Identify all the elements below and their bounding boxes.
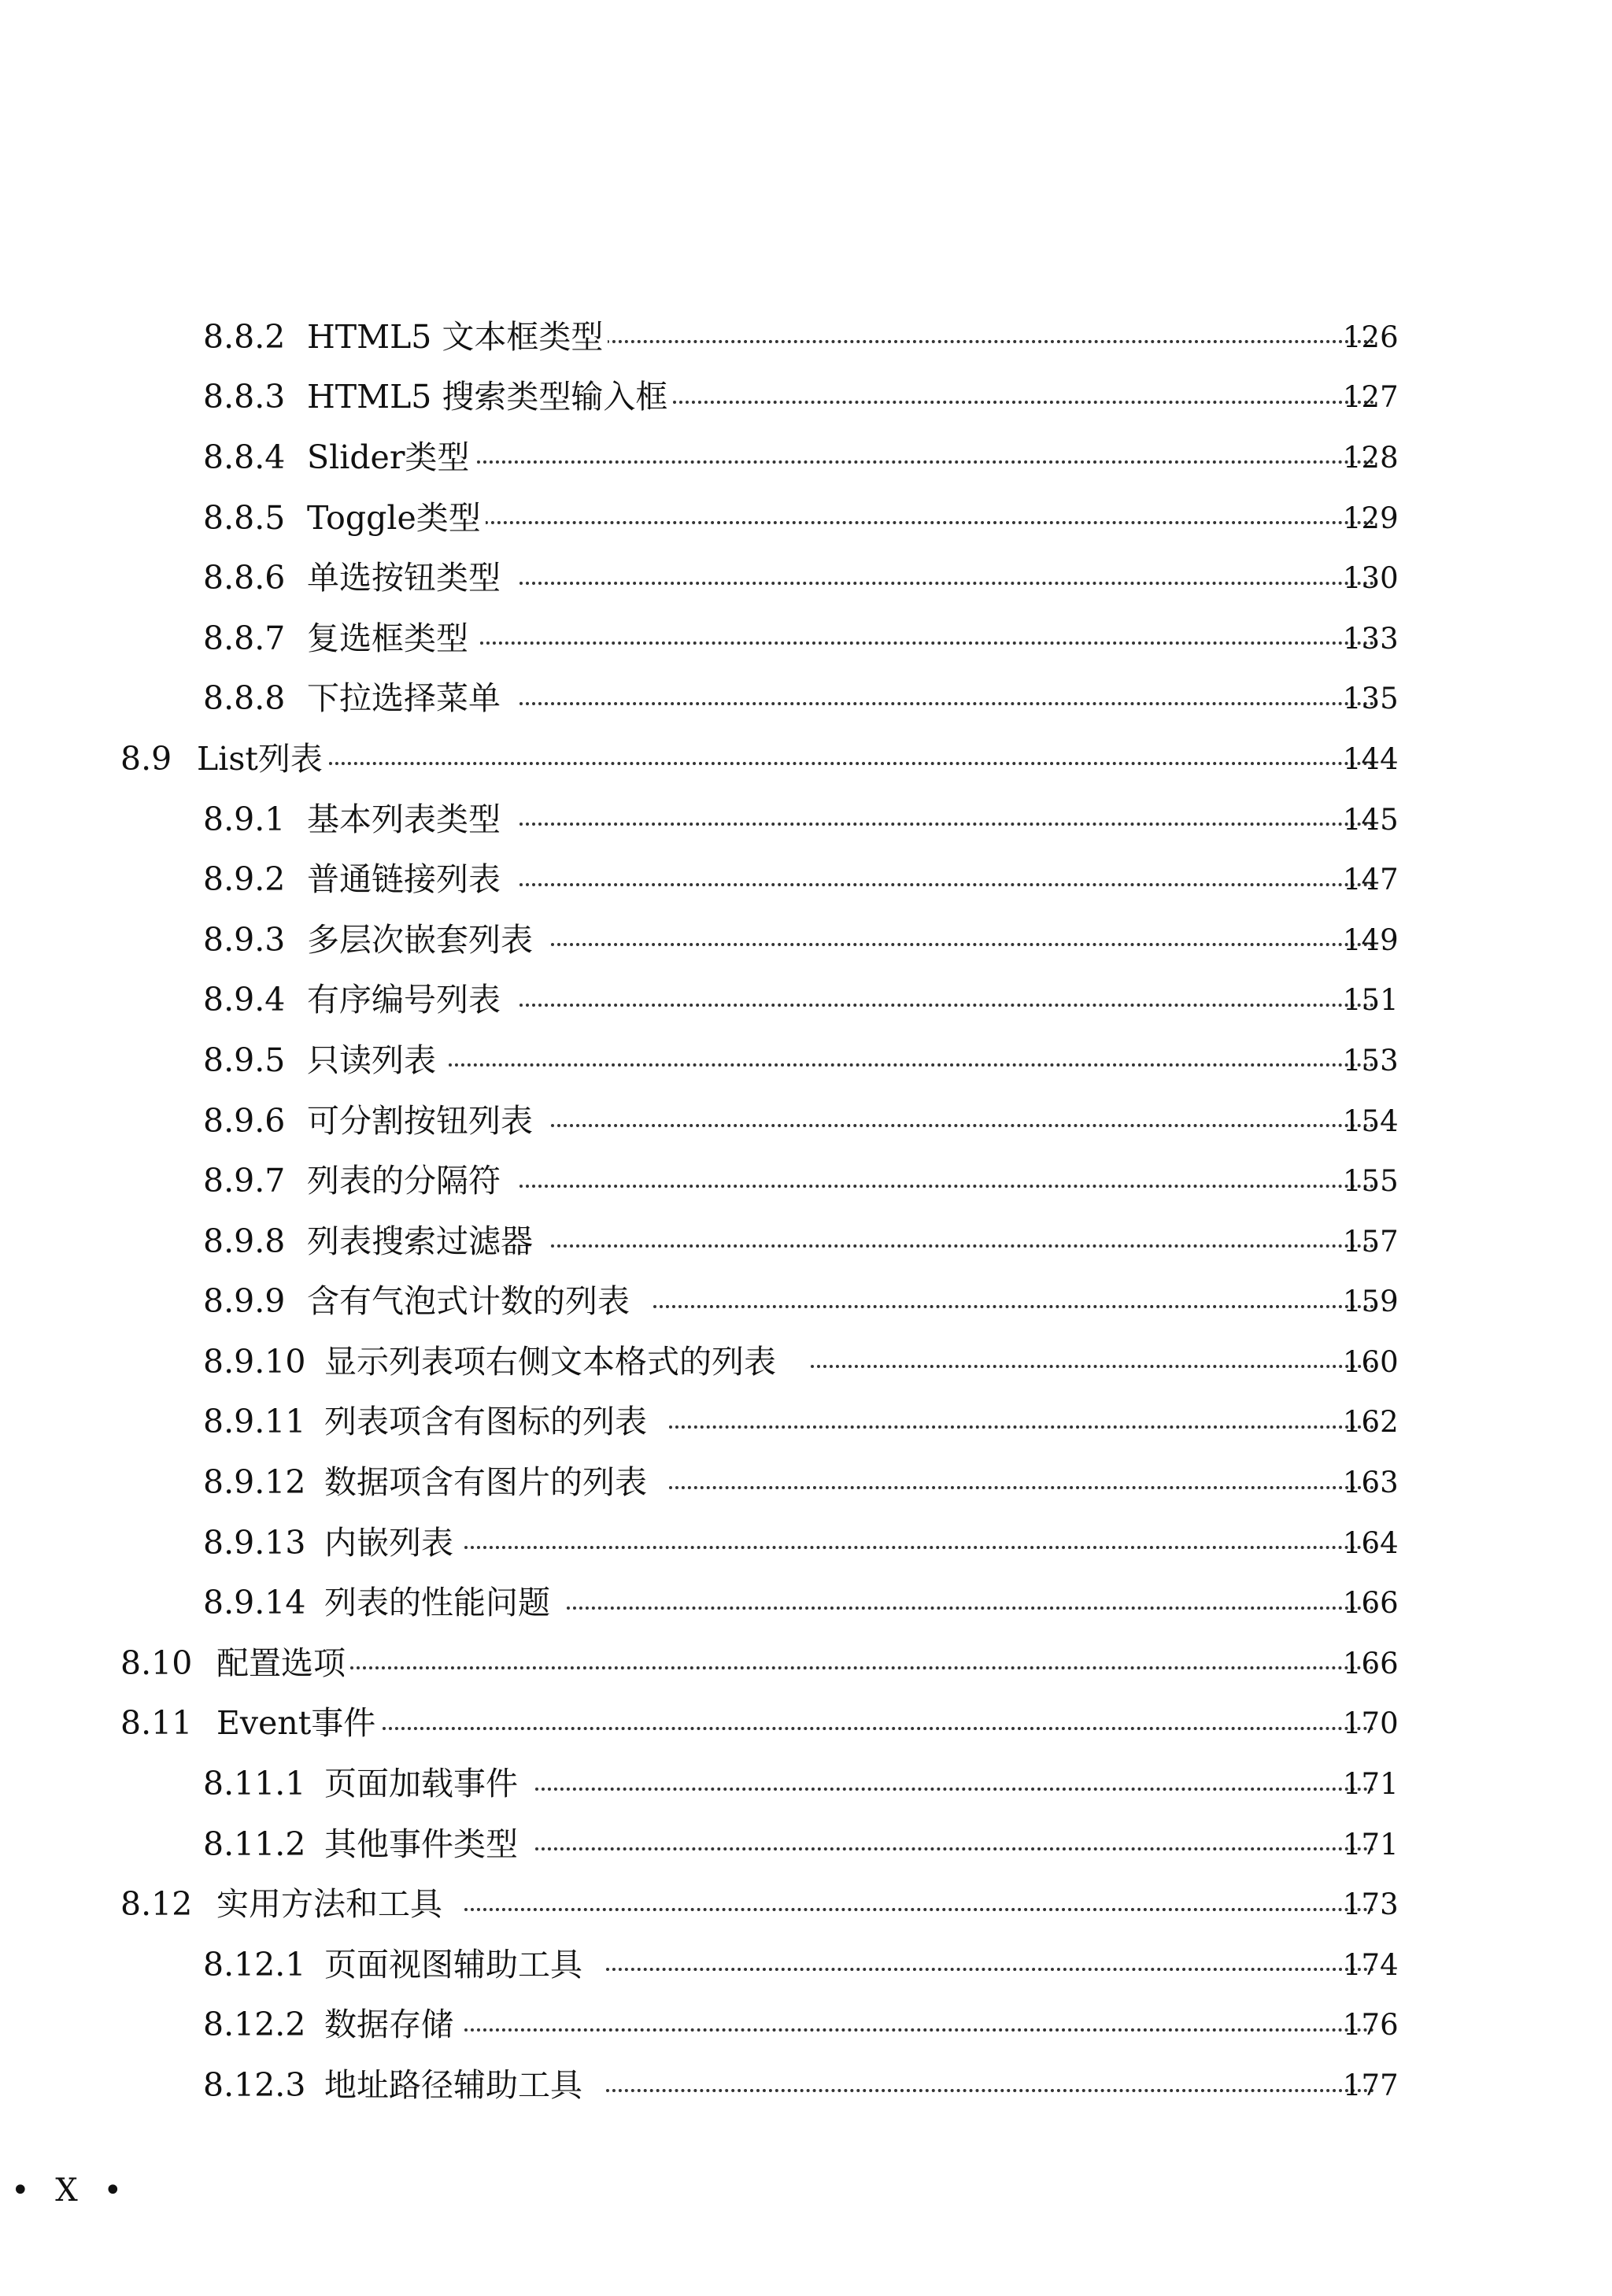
toc-entry-page: 166 bbox=[1343, 1586, 1399, 1621]
toc-entry-page: 171 bbox=[1343, 1827, 1399, 1862]
toc-entry-number: 8.9.13 bbox=[203, 1527, 310, 1559]
dot-leader bbox=[370, 1727, 1374, 1730]
toc-entry-title: 基本列表类型 bbox=[307, 804, 505, 836]
toc-entry[interactable] bbox=[0, 1211, 1612, 1272]
dot-leader bbox=[606, 1968, 1374, 1971]
dot-leader bbox=[449, 1063, 1374, 1067]
toc-entry-number: 8.12.2 bbox=[203, 2009, 310, 2041]
toc-entry-title: 多层次嵌套列表 bbox=[307, 924, 538, 956]
dot-leader bbox=[464, 1546, 1374, 1549]
dot-leader bbox=[519, 1185, 1374, 1188]
toc-entry-page: 154 bbox=[1343, 1104, 1399, 1138]
toc-entry-page: 129 bbox=[1343, 501, 1399, 535]
table-of-contents bbox=[0, 307, 1612, 2116]
toc-entry[interactable] bbox=[0, 1332, 1612, 1392]
dot-leader bbox=[350, 1666, 1374, 1669]
toc-entry-number: 8.12.3 bbox=[203, 2069, 310, 2102]
toc-entry-title: 数据项含有图片的列表 bbox=[324, 1466, 652, 1499]
toc-entry-title: 地址路径辅助工具 bbox=[324, 2069, 587, 2102]
toc-entry-title: 显示列表项右侧文本格式的列表 bbox=[324, 1346, 781, 1378]
toc-entry[interactable] bbox=[0, 488, 1612, 549]
toc-entry-number: 8.11.1 bbox=[203, 1768, 310, 1800]
toc-entry[interactable] bbox=[0, 1573, 1612, 1633]
toc-entry[interactable] bbox=[0, 2055, 1612, 2116]
toc-entry[interactable] bbox=[0, 1452, 1612, 1513]
toc-entry-number: 8.9.14 bbox=[203, 1587, 310, 1619]
toc-entry[interactable] bbox=[0, 1935, 1612, 1995]
dot-leader bbox=[551, 1124, 1374, 1127]
toc-entry-title: HTML5 搜索类型输入框 bbox=[307, 381, 672, 413]
toc-entry[interactable] bbox=[0, 1030, 1612, 1091]
dot-leader bbox=[811, 1365, 1374, 1368]
toc-entry[interactable] bbox=[0, 669, 1612, 730]
dot-leader bbox=[480, 641, 1374, 645]
toc-entry-number: 8.9.11 bbox=[203, 1406, 310, 1438]
toc-entry-page: 177 bbox=[1343, 2069, 1399, 2103]
toc-entry-page: 149 bbox=[1343, 922, 1399, 957]
dot-leader bbox=[519, 702, 1374, 705]
toc-entry-title: 复选框类型 bbox=[307, 623, 473, 655]
toc-entry-number: 8.9.12 bbox=[203, 1466, 310, 1499]
toc-entry-title: 列表的性能问题 bbox=[324, 1587, 555, 1619]
dot-leader bbox=[464, 460, 1374, 464]
toc-entry-title: Toggle类型 bbox=[307, 502, 486, 534]
toc-entry-number: 8.9.6 bbox=[203, 1105, 290, 1137]
dot-leader bbox=[323, 762, 1374, 765]
dot-leader bbox=[519, 582, 1374, 585]
dot-leader bbox=[535, 1847, 1374, 1850]
toc-entry-page: 157 bbox=[1343, 1224, 1399, 1259]
toc-entry-title: 单选按钮类型 bbox=[307, 562, 505, 594]
toc-entry-number: 8.9.3 bbox=[203, 924, 290, 956]
toc-entry-title: 列表搜索过滤器 bbox=[307, 1226, 538, 1258]
toc-entry-page: 162 bbox=[1343, 1405, 1399, 1440]
toc-entry[interactable] bbox=[0, 910, 1612, 971]
dot-leader bbox=[551, 1244, 1374, 1248]
toc-entry-title: 其他事件类型 bbox=[324, 1828, 523, 1861]
toc-entry-number: 8.12 bbox=[120, 1888, 197, 1921]
toc-entry-page: 174 bbox=[1343, 1947, 1399, 1982]
toc-entry-number: 8.9.9 bbox=[203, 1285, 290, 1318]
toc-entry-page: 170 bbox=[1343, 1706, 1399, 1741]
toc-entry-page: 145 bbox=[1343, 802, 1399, 837]
dot-leader bbox=[551, 943, 1374, 946]
toc-entry[interactable] bbox=[0, 307, 1612, 368]
toc-entry-title: 配置选项 bbox=[216, 1647, 350, 1680]
toc-entry-number: 8.9.10 bbox=[203, 1346, 310, 1378]
toc-entry[interactable] bbox=[0, 1151, 1612, 1211]
toc-entry[interactable] bbox=[0, 1814, 1612, 1875]
toc-entry-page: 163 bbox=[1343, 1466, 1399, 1500]
dot-leader bbox=[519, 883, 1374, 886]
toc-entry-title: 含有气泡式计数的列表 bbox=[307, 1285, 634, 1318]
toc-entry[interactable] bbox=[0, 1874, 1612, 1935]
dot-leader bbox=[606, 2089, 1374, 2092]
dot-leader bbox=[519, 1004, 1374, 1007]
toc-entry-number: 8.11.2 bbox=[203, 1828, 310, 1861]
toc-entry-title: 普通链接列表 bbox=[307, 863, 505, 896]
toc-entry-page: 176 bbox=[1343, 2008, 1399, 2043]
toc-entry-title: 只读列表 bbox=[307, 1044, 441, 1077]
dot-leader bbox=[673, 401, 1374, 404]
toc-entry-page: 135 bbox=[1343, 682, 1399, 716]
dot-leader bbox=[653, 1305, 1374, 1308]
toc-entry[interactable] bbox=[0, 971, 1612, 1031]
toc-entry-page: 159 bbox=[1343, 1285, 1399, 1319]
toc-entry-page: 144 bbox=[1343, 741, 1399, 776]
toc-entry-title: 实用方法和工具 bbox=[216, 1888, 447, 1921]
toc-entry-number: 8.9 bbox=[120, 743, 176, 775]
toc-entry-page: 126 bbox=[1343, 320, 1399, 354]
toc-entry-number: 8.8.5 bbox=[203, 502, 290, 534]
toc-entry-title: 有序编号列表 bbox=[307, 984, 505, 1016]
toc-entry-page: 130 bbox=[1343, 561, 1399, 596]
toc-entry-number: 8.9.7 bbox=[203, 1165, 290, 1197]
toc-entry-page: 166 bbox=[1343, 1646, 1399, 1680]
toc-entry[interactable] bbox=[0, 548, 1612, 608]
toc-entry-number: 8.9.8 bbox=[203, 1226, 290, 1258]
toc-entry-page: 133 bbox=[1343, 621, 1399, 656]
toc-entry-number: 8.9.4 bbox=[203, 984, 290, 1016]
toc-entry-number: 8.11 bbox=[120, 1707, 197, 1740]
toc-entry-page: 171 bbox=[1343, 1767, 1399, 1802]
toc-entry-page: 127 bbox=[1343, 380, 1399, 415]
toc-entry-title: 数据存储 bbox=[324, 2009, 458, 2041]
toc-entry-title: List列表 bbox=[197, 743, 327, 775]
toc-entry[interactable] bbox=[0, 368, 1612, 428]
toc-entry-number: 8.10 bbox=[120, 1647, 197, 1680]
toc-entry-title: Slider类型 bbox=[307, 442, 474, 474]
toc-entry-page: 153 bbox=[1343, 1043, 1399, 1078]
toc-entry[interactable] bbox=[0, 1091, 1612, 1152]
toc-entry-number: 8.9.2 bbox=[203, 863, 290, 896]
toc-entry-page: 155 bbox=[1343, 1164, 1399, 1199]
toc-entry-title: 下拉选择菜单 bbox=[307, 682, 505, 715]
toc-entry-page: 173 bbox=[1343, 1887, 1399, 1922]
toc-entry[interactable] bbox=[0, 1633, 1612, 1694]
toc-entry[interactable] bbox=[0, 1513, 1612, 1573]
toc-entry-title: 列表的分隔符 bbox=[307, 1165, 505, 1197]
toc-entry-number: 8.9.1 bbox=[203, 804, 290, 836]
toc-entry-page: 147 bbox=[1343, 863, 1399, 897]
dot-leader bbox=[669, 1486, 1374, 1489]
toc-entry[interactable] bbox=[0, 1754, 1612, 1814]
toc-entry-title: 可分割按钮列表 bbox=[307, 1105, 538, 1137]
toc-entry-number: 8.8.7 bbox=[203, 623, 290, 655]
dot-leader bbox=[464, 1908, 1374, 1911]
toc-entry-number: 8.8.2 bbox=[203, 321, 290, 353]
toc-entry-page: 128 bbox=[1343, 440, 1399, 475]
toc-entry-page: 160 bbox=[1343, 1344, 1399, 1379]
toc-entry[interactable] bbox=[0, 1694, 1612, 1754]
toc-entry-number: 8.8.6 bbox=[203, 562, 290, 594]
toc-entry-number: 8.9.5 bbox=[203, 1044, 290, 1077]
toc-entry[interactable] bbox=[0, 608, 1612, 669]
toc-entry[interactable] bbox=[0, 789, 1612, 850]
toc-entry[interactable] bbox=[0, 729, 1612, 789]
toc-entry-title: 页面加载事件 bbox=[324, 1768, 523, 1800]
toc-entry-number: 8.8.3 bbox=[203, 381, 290, 413]
toc-entry-title: Event事件 bbox=[216, 1707, 380, 1740]
toc-entry[interactable] bbox=[0, 427, 1612, 488]
toc-entry-page: 164 bbox=[1343, 1525, 1399, 1560]
dot-leader bbox=[567, 1606, 1374, 1610]
toc-entry[interactable] bbox=[0, 1995, 1612, 2056]
dot-leader bbox=[472, 521, 1374, 524]
toc-entry-title: 页面视图辅助工具 bbox=[324, 1949, 587, 1981]
toc-entry-page: 151 bbox=[1343, 983, 1399, 1018]
toc-entry-title: 内嵌列表 bbox=[324, 1527, 458, 1559]
toc-entry-number: 8.8.4 bbox=[203, 442, 290, 474]
dot-leader bbox=[606, 340, 1374, 343]
toc-entry[interactable] bbox=[0, 1392, 1612, 1453]
toc-entry-title: HTML5 文本框类型 bbox=[307, 321, 608, 353]
toc-entry-number: 8.8.8 bbox=[203, 682, 290, 715]
dot-leader bbox=[519, 823, 1374, 826]
toc-entry-title: 列表项含有图标的列表 bbox=[324, 1406, 652, 1438]
toc-entry-number: 8.12.1 bbox=[203, 1949, 310, 1981]
dot-leader bbox=[535, 1788, 1374, 1791]
dot-leader bbox=[464, 2028, 1374, 2032]
toc-entry[interactable] bbox=[0, 849, 1612, 910]
page-number-footer: • Ⅹ • bbox=[11, 2172, 131, 2209]
toc-entry[interactable] bbox=[0, 1272, 1612, 1333]
dot-leader bbox=[669, 1425, 1374, 1429]
